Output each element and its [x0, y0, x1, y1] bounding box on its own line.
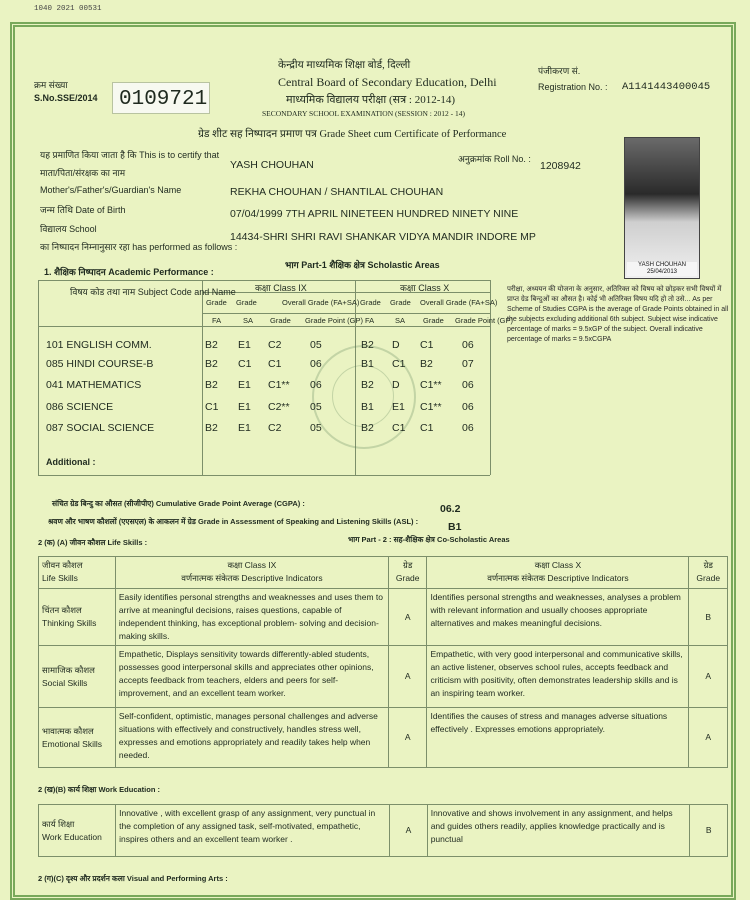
subject-name: 085 HINDI COURSE-B	[46, 358, 154, 370]
grade-cell: A	[388, 589, 426, 646]
sub-header-overall: Overall Grade (FA+SA)	[420, 298, 498, 307]
grade-cell: B2	[420, 358, 433, 370]
registration-number: A1141443400045	[622, 81, 711, 93]
serial-label-en: S.No.SSE/2014	[34, 93, 98, 103]
descriptor-cell: Identifies the causes of stress and manages adverse situations effectively . Expresses emotions appropriately.	[427, 708, 689, 768]
parents-name: REKHA CHOUHAN / SHANTILAL CHOUHAN	[230, 186, 444, 198]
grade-cell: C2**	[268, 401, 290, 413]
registration-label-hi: पंजीकरण सं.	[538, 66, 581, 76]
table-row	[39, 646, 728, 708]
grade-cell: B1	[361, 358, 374, 370]
sub-header-gp: Grade Point (GP)	[305, 316, 363, 325]
grade-cell: B2	[205, 358, 218, 370]
col-subject-header: विषय कोड तथा नाम Subject Code and Name	[70, 287, 236, 297]
header-desc: वर्णनात्मक संकेतक Descriptive Indicators	[181, 573, 323, 583]
subject-name: 086 SCIENCE	[46, 401, 114, 413]
board-name-hi: केन्द्रीय माध्यमिक शिक्षा बोर्ड, दिल्ली	[278, 60, 411, 71]
grade-cell: D	[392, 339, 400, 351]
grade-point-cell: 06	[462, 339, 474, 351]
grade-cell: A	[390, 805, 428, 857]
col-class9-header: कक्षा Class IX	[255, 283, 307, 293]
sub-header-fa: FA	[212, 316, 222, 325]
life-skills-section-title: 2 (क) (A) जीवन कौशल Life Skills :	[38, 538, 148, 547]
sub-header-grade: Grade	[390, 298, 411, 307]
sub-header-overall: Overall Grade (FA+SA)	[282, 298, 360, 307]
board-name-en: Central Board of Secondary Education, Delhi	[278, 75, 497, 89]
table-line	[38, 326, 490, 327]
grade-point-cell: 07	[462, 358, 474, 370]
grading-notes: परीक्षा, अध्ययन की योजना के अनुसार, अतिरिक्त को विषय को छोड़कर सभी विषयों में प्राप्त ग्रेड बिन्दुओं का औसत है। कोई भी अतिरिक्त विषय यदि हो तो उसे... As per Scheme of Studies CGPA is the average of Grade Points obtained in all the subjects excluding additional 6th subject. Subject wise indicative percentage of marks = 9.5xGP of the subject. Overall indicative percentage of marks = 9.5xCGPA	[507, 286, 729, 343]
grade-cell: C1	[420, 339, 434, 351]
header-class9: कक्षा Class IX	[227, 560, 277, 570]
header-grade-hi: ग्रेड	[403, 560, 413, 570]
grade-cell: C1	[205, 401, 219, 413]
top-left-numbers: 1040 2021 00531	[34, 5, 102, 13]
roll-number: 1208942	[540, 160, 581, 172]
sub-header-gp: Grade Point (GP)	[455, 316, 513, 325]
skill-name-hi: सामाजिक कौशल	[42, 664, 95, 675]
roll-label: अनुक्रमांक Roll No. :	[458, 154, 531, 164]
grade-cell: A	[689, 646, 728, 708]
board-seal-watermark-inner	[332, 365, 394, 427]
parents-label-hi: माता/पिता/संरक्षक का नाम	[40, 168, 126, 178]
asl-value: B1	[448, 521, 462, 533]
table-line	[38, 475, 490, 476]
grade-cell: B	[690, 805, 728, 857]
header-cell	[39, 557, 116, 589]
grade-cell: C1	[420, 422, 434, 434]
sub-header-sa: SA	[243, 316, 254, 325]
header-cell	[689, 557, 728, 589]
work-education-name-en: Work Education	[42, 831, 102, 842]
school-label: विद्यालय School	[40, 224, 97, 234]
performed-label: का निष्पादन निम्नानुसार रहा has performed as follows :	[40, 242, 238, 252]
grade-cell: C1**	[268, 379, 290, 391]
table-row	[39, 708, 728, 768]
table-line	[202, 313, 490, 314]
grade-point-cell: 06	[462, 401, 474, 413]
exam-name-en: SECONDARY SCHOOL EXAMINATION (SESSION : 2012 - 14)	[262, 109, 465, 118]
header-cell	[115, 557, 388, 589]
grade-cell: D	[392, 379, 400, 391]
skill-name-en: Thinking Skills	[42, 618, 97, 628]
school-name: 14434-SHRI SHRI RAVI SHANKAR VIDYA MANDIR INDORE MP	[230, 231, 536, 243]
sub-header-grade: Grade	[423, 316, 444, 325]
table-header-row	[39, 557, 728, 589]
exam-name-hi: माध्यमिक विद्यालय परीक्षा (सत्र : 2012-14)	[286, 94, 456, 106]
descriptor-cell: Self-confident, optimistic, manages personal challenges and adverse situations with effectively and constructively, handles stress well, expresses and emotions appropriately and readily takes help when needed.	[115, 708, 388, 768]
skill-name-cell	[39, 589, 116, 646]
grade-point-cell: 05	[310, 339, 322, 351]
descriptor-cell: Innovative , with excellent grasp of any assignment, very punctual in the completion of any assigned task, self-motivated, empathetic, inspires others and an excellent team worker .	[116, 805, 390, 857]
skill-name-cell	[39, 708, 116, 768]
registration-label-en: Registration No. :	[538, 82, 608, 92]
grade-point-cell: 06	[310, 358, 322, 370]
student-name: YASH CHOUHAN	[230, 159, 314, 171]
header-skill-en: Life Skills	[42, 573, 78, 583]
grade-cell: C1	[392, 358, 406, 370]
dob-label: जन्म तिथि Date of Birth	[40, 205, 126, 215]
work-education-name-hi: कार्य शिक्षा	[42, 818, 75, 829]
visual-arts-section-title: 2 (ग)(C) दृश्य और प्रदर्शन कला Visual and Performing Arts :	[38, 874, 228, 883]
skill-name-hi: चिंतन कौशल	[42, 605, 82, 615]
grade-cell: A	[388, 646, 426, 708]
date-of-birth: 07/04/1999 7TH APRIL NINETEEN HUNDRED NINETY NINE	[230, 208, 519, 220]
asl-label: श्रवण और भाषण कौशलों (एएसएल) के आकलन में ग्रेड Grade in Assessment of Speaking and Listening Skills (ASL) :	[48, 517, 419, 526]
grade-cell: E1	[392, 401, 405, 413]
grade-point-cell: 06	[462, 379, 474, 391]
student-photo	[624, 137, 700, 279]
descriptor-cell: Easily identifies personal strengths and weaknesses and uses them to arrive at meaningful decisions, raises questions, capable of independent thinking, has exceptional problem- solving and decision- making skills.	[115, 589, 388, 646]
header-cell	[388, 557, 426, 589]
grade-cell: C1**	[420, 401, 442, 413]
header-skill-hi: जीवन कौशल	[42, 560, 83, 570]
header-grade-hi: ग्रेड	[703, 560, 713, 570]
grade-cell: B2	[205, 379, 218, 391]
work-education-section-title: 2 (ख)(B) कार्य शिक्षा Work Education :	[38, 785, 160, 794]
grade-cell: E1	[238, 379, 251, 391]
grade-cell: E1	[238, 422, 251, 434]
grade-point-cell: 06	[462, 422, 474, 434]
skill-name-en: Social Skills	[42, 677, 88, 688]
skill-name-hi: भावात्मक कौशल	[42, 725, 94, 736]
cgpa-value: 06.2	[440, 503, 461, 515]
serial-number: 0109721	[112, 82, 210, 114]
part2-title: भाग Part - 2 : सह-शैक्षिक क्षेत्र Co-Scholastic Areas	[348, 535, 510, 544]
grade-cell: A	[689, 708, 728, 768]
subject-name: 087 SOCIAL SCIENCE	[46, 422, 155, 434]
descriptor-cell: Identifies personal strengths and weaknesses, analyses a problem with relevant information and usually chooses appropriate alternatives and makes meaningful decisions.	[427, 589, 689, 646]
certify-label: यह प्रमाणित किया जाता है कि This is to certify that	[40, 150, 220, 160]
grade-cell: B2	[205, 339, 218, 351]
grade-cell: E1	[238, 339, 251, 351]
grade-cell: C1	[238, 358, 252, 370]
subject-name: 041 MATHEMATICS	[46, 379, 142, 391]
academic-section-title: 1. शैक्षिक निष्पादन Academic Performance :	[44, 267, 214, 277]
life-skills-table	[38, 556, 728, 768]
table-line	[202, 280, 203, 475]
table-row	[39, 805, 728, 857]
serial-label-hi: क्रम संख्या	[34, 80, 68, 90]
sub-header-grade: Grade	[360, 298, 381, 307]
header-desc: वर्णनात्मक संकेतक Descriptive Indicators	[487, 573, 629, 583]
grade-cell: C1**	[420, 379, 442, 391]
work-education-table	[38, 804, 728, 857]
sub-header-grade: Grade	[270, 316, 291, 325]
grade-point-cell: 05	[310, 401, 322, 413]
subject-name: 101 ENGLISH COMM.	[46, 339, 152, 351]
col-class10-header: कक्षा Class X	[400, 283, 450, 293]
header-grade: Grade	[696, 573, 721, 583]
table-row	[39, 589, 728, 646]
skill-name-cell	[39, 805, 116, 857]
grade-cell: B1	[361, 401, 374, 413]
grade-cell: B	[689, 589, 728, 646]
grade-cell: B2	[361, 379, 374, 391]
grade-point-cell: 06	[310, 379, 322, 391]
sub-header-grade: Grade	[236, 298, 257, 307]
grade-cell: B2	[205, 422, 218, 434]
skill-name-cell	[39, 646, 116, 708]
header-cell	[427, 557, 689, 589]
part1-title: भाग Part-1 शैक्षिक क्षेत्र Scholastic Areas	[285, 260, 440, 270]
header-class10: कक्षा Class X	[534, 560, 582, 570]
additional-label: Additional :	[46, 457, 96, 467]
grade-point-cell: 05	[310, 422, 322, 434]
grade-cell: A	[388, 708, 426, 768]
descriptor-cell: Innovative and shows involvement in any assignment, and helps and guides others readily, applies knowledge practically and is punctual	[427, 805, 690, 857]
sub-header-grade: Grade	[206, 298, 227, 307]
descriptor-cell: Empathetic, Displays sensitivity towards differently-abled students, possesses good interpersonal skills and appreciates other opinions, accepts feedback from teachers, elders and peers for self-improvement, and an excellent team worker.	[115, 646, 388, 708]
grade-cell: C1	[392, 422, 406, 434]
table-line	[490, 280, 491, 475]
grade-cell: C2	[268, 422, 282, 434]
grade-cell: C2	[268, 339, 282, 351]
skill-name-en: Emotional Skills	[42, 738, 102, 749]
certificate-title: ग्रेड शीट सह निष्पादन प्रमाण पत्र Grade Sheet cum Certificate of Performance	[198, 129, 507, 140]
grade-cell: C1	[268, 358, 282, 370]
sub-header-fa: FA	[365, 316, 375, 325]
header-grade: Grade	[395, 573, 420, 583]
sub-header-sa: SA	[395, 316, 406, 325]
grade-cell: B2	[361, 422, 374, 434]
grade-cell: E1	[238, 401, 251, 413]
grade-cell: B2	[361, 339, 374, 351]
parents-label-en: Mother's/Father's/Guardian's Name	[40, 185, 182, 195]
descriptor-cell: Empathetic, with very good interpersonal and communicative skills, an active listener, observes school rules, accepts feedback and criticism with positivity, often demonstrates leadership skills and is an inspiring team worker.	[427, 646, 689, 708]
table-line	[38, 280, 39, 475]
photo-caption: YASH CHOUHAN 25/04/2013	[627, 262, 697, 276]
cgpa-label: संचित ग्रेड बिन्दु का औसत (सीजीपीए) Cumulative Grade Point Average (CGPA) :	[52, 499, 305, 508]
